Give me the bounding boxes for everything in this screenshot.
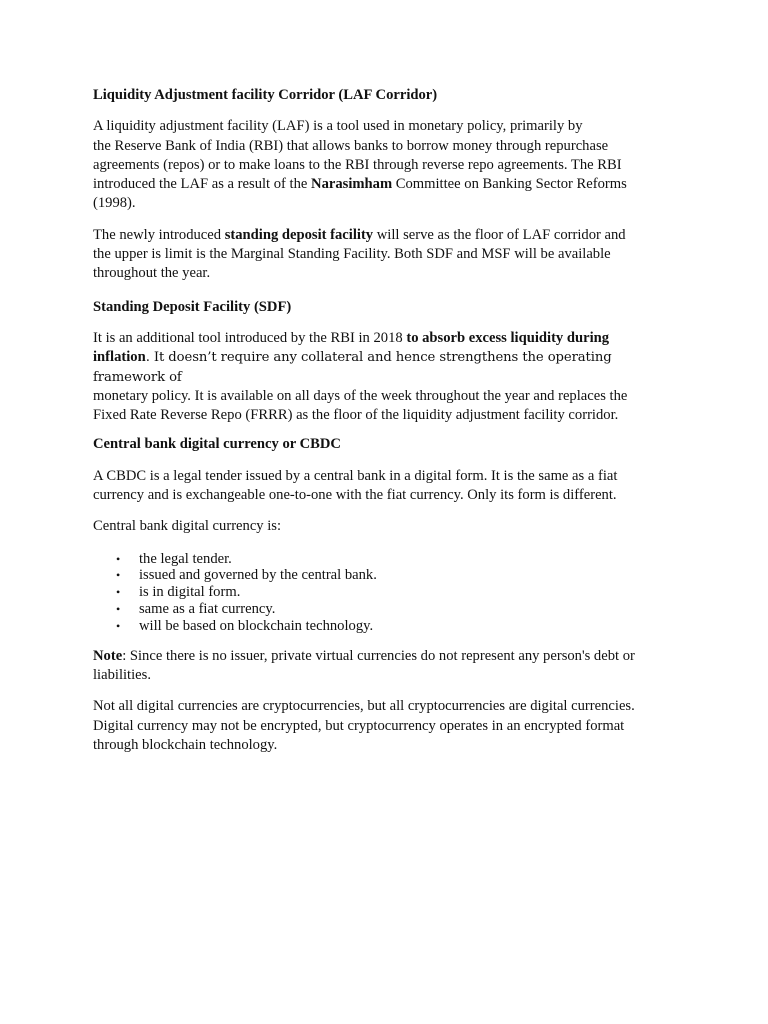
sdf-line-1-pre: It is an additional tool introduced by the RBI in 2018 [93, 329, 407, 346]
cbdc-p3-line-1: Not all digital currencies are cryptocurrencies, but all cryptocurrencies are digital currencies. [93, 698, 635, 715]
note-line-1: : Since there is no issuer, private virtual currencies do not represent any person's debt or [122, 647, 635, 664]
cbdc-heading: Central bank digital currency or CBDC [93, 436, 341, 453]
laf-paragraph-2 [93, 226, 683, 284]
bullet-icon: • [116, 551, 121, 566]
laf-p1-line-2: the Reserve Bank of India (RBI) that allows banks to borrow money through repurchase [93, 137, 609, 154]
cbdc-p3-line-3: through blockchain technology. [93, 736, 278, 753]
sdf-heading: Standing Deposit Facility (SDF) [93, 298, 292, 315]
bullet-icon: • [116, 568, 121, 583]
laf-heading: Liquidity Adjustment facility Corridor (LAF Corridor) [93, 87, 438, 103]
bullet-icon: • [116, 585, 121, 600]
sdf-line-2-post: . It doesn’t require any collateral and hence strengthens the operating framework of [93, 350, 612, 385]
cbdc-intro: Central bank digital currency is: [93, 518, 282, 535]
cbdc-p3-line-2: Digital currency may not be encrypted, but cryptocurrency operates in an encrypted format [93, 717, 625, 734]
laf-p2-line-1-pre: The newly introduced [93, 226, 225, 243]
bullet-icon: • [116, 602, 121, 617]
list-item-text: same as a fiat currency. [139, 601, 276, 618]
list-item-text: issued and governed by the central bank. [139, 567, 377, 584]
note-line-2: liabilities. [93, 666, 151, 683]
laf-p2-line-1-post: will serve as the floor of LAF corridor and [373, 226, 626, 243]
list-item-text: is in digital form. [139, 584, 241, 601]
laf-p1-line-3: agreements (repos) or to make loans to the RBI through reverse repo agreements. The RBI [93, 156, 622, 173]
cbdc-p1-line-1: A CBDC is a legal tender issued by a central bank in a digital form. It is the same as a fiat [93, 467, 618, 484]
cbdc-p1-line-2: currency and is exchangeable one-to-one with the fiat currency. Only its form is different. [93, 487, 617, 504]
bullet-icon: • [116, 618, 121, 633]
cbdc-bullet-list [93, 551, 683, 635]
laf-p1-line-4-post: Committee on Banking Sector Reforms [392, 176, 627, 193]
list-item-text: will be based on blockchain technology. [139, 617, 374, 634]
sdf-line-1-bold: to absorb excess liquidity during [406, 329, 610, 346]
list-item [93, 584, 683, 601]
sdf-line-3: monetary policy. It is available on all days of the week throughout the year and replaces the [93, 387, 628, 404]
list-item [93, 618, 683, 635]
laf-paragraph-1 [93, 117, 683, 213]
sdf-line-4: Fixed Rate Reverse Repo (FRRR) as the floor of the liquidity adjustment facility corridor. [93, 407, 619, 424]
note-paragraph [93, 647, 683, 686]
list-item [93, 601, 683, 618]
inflation-bold: inflation [93, 349, 146, 366]
laf-p1-line-5: (1998). [93, 195, 136, 212]
document-page [93, 86, 683, 755]
list-item-text: the legal tender. [139, 550, 232, 567]
list-item [93, 567, 683, 584]
laf-p2-line-3: throughout the year. [93, 265, 211, 282]
laf-p1-line-4-pre: introduced the LAF as a result of the [93, 176, 312, 193]
sdf-bold-term: standing deposit facility [224, 226, 374, 243]
cbdc-paragraph-1 [93, 467, 683, 506]
cbdc-paragraph-3 [93, 697, 683, 755]
laf-p1-line-1: A liquidity adjustment facility (LAF) is a tool used in monetary policy, primarily by [93, 118, 583, 135]
sdf-paragraph [93, 329, 683, 425]
narasimham-bold: Narasimham [311, 176, 393, 193]
list-item [93, 551, 683, 568]
note-label: Note [93, 647, 123, 664]
laf-p2-line-2: the upper is limit is the Marginal Standing Facility. Both SDF and MSF will be available [93, 246, 611, 263]
